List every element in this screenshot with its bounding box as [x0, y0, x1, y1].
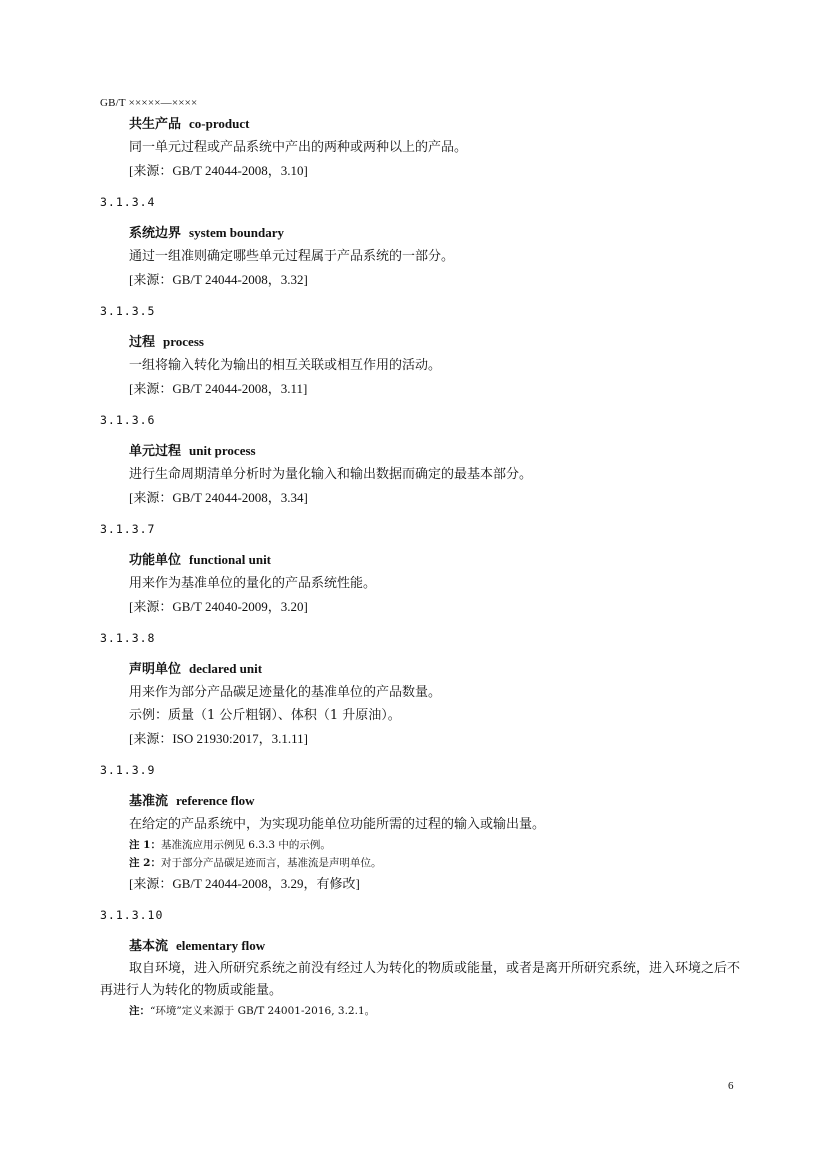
term-source: [来源：GB/T 24044-2008，3.29，有修改] — [129, 876, 360, 891]
term-entry — [129, 331, 740, 400]
clause-number: 3.1.3.6 — [100, 413, 156, 427]
term-source: [来源：GB/T 24044-2008，3.32] — [129, 272, 308, 287]
term-entry — [129, 440, 740, 509]
term-english: co-product — [189, 116, 250, 131]
term-heading — [129, 440, 740, 463]
clause-number: 3.1.3.9 — [100, 763, 156, 777]
term-source: [来源：GB/T 24044-2008，3.34] — [129, 490, 308, 505]
note-label: 注： — [129, 1005, 150, 1017]
term-chinese: 共生产品 — [129, 117, 182, 132]
term-chinese: 功能单位 — [129, 553, 182, 568]
term-definition: 用来作为部分产品碳足迹量化的基准单位的产品数量。 — [129, 685, 442, 700]
term-definition-paragraph: 取自环境，进入所研究系统之前没有经过人为转化的物质或能量，或者是离开所研究系统，进入环境之后不再进行人为转化的物质或能量。 — [100, 961, 741, 998]
note-label: 注 1： — [129, 839, 161, 851]
term-english: process — [163, 334, 204, 349]
term-chinese: 声明单位 — [129, 662, 182, 677]
term-entry — [129, 222, 740, 291]
term-chinese: 基本流 — [129, 939, 169, 954]
note-text: 基准流应用示例见 6.3.3 中的示例。 — [160, 839, 331, 851]
term-chinese: 单元过程 — [129, 444, 182, 459]
clause-number: 3.1.3.8 — [100, 631, 156, 645]
term-heading — [129, 658, 740, 681]
clause-number: 3.1.3.4 — [100, 195, 156, 209]
term-chinese: 基准流 — [129, 794, 169, 809]
term-heading — [129, 549, 740, 572]
term-definition: 通过一组准则确定哪些单元过程属于产品系统的一部分。 — [129, 249, 455, 264]
clause-number: 3.1.3.10 — [100, 908, 164, 922]
clause-number: 3.1.3.7 — [100, 522, 156, 536]
term-note — [129, 836, 740, 854]
term-entry — [129, 113, 740, 182]
standard-code-header: GB/T ×××××—×××× — [100, 97, 198, 109]
term-definition: 一组将输入转化为输出的相互关联或相互作用的活动。 — [129, 358, 442, 373]
term-source: [来源：ISO 21930:2017，3.1.11] — [129, 731, 308, 746]
term-english: system boundary — [189, 225, 285, 240]
term-example: 示例：质量（1 公斤粗钢）、体积（1 升原油）。 — [129, 708, 401, 723]
term-note — [129, 1002, 740, 1020]
note-text: “环境”定义来源于 GB/T 24001-2016, 3.2.1。 — [150, 1005, 376, 1017]
term-english: functional unit — [189, 552, 272, 567]
term-entry — [129, 549, 740, 618]
term-definition: 用来作为基准单位的量化的产品系统性能。 — [129, 576, 377, 591]
term-english: unit process — [189, 443, 256, 458]
term-definition: 进行生命周期清单分析时为量化输入和输出数据而确定的最基本部分。 — [129, 467, 533, 482]
term-source: [来源：GB/T 24040-2009，3.20] — [129, 599, 308, 614]
term-english: elementary flow — [176, 938, 266, 953]
note-text: 对于部分产品碳足迹而言，基准流是声明单位。 — [160, 857, 382, 869]
page-number: 6 — [728, 1080, 734, 1092]
term-entry — [129, 790, 740, 895]
term-heading — [129, 790, 740, 813]
note-label: 注 2： — [129, 857, 161, 869]
term-heading — [129, 331, 740, 354]
term-heading — [129, 935, 740, 958]
term-definition: 在给定的产品系统中，为实现功能单位功能所需的过程的输入或输出量。 — [129, 817, 546, 832]
term-source: [来源：GB/T 24044-2008，3.10] — [129, 163, 308, 178]
term-note — [129, 854, 740, 872]
term-heading — [129, 222, 740, 245]
clause-number: 3.1.3.5 — [100, 304, 156, 318]
term-english: reference flow — [176, 793, 255, 808]
term-chinese: 过程 — [129, 335, 156, 350]
term-chinese: 系统边界 — [129, 226, 182, 241]
term-entry — [129, 935, 740, 958]
term-definition: 同一单元过程或产品系统中产出的两种或两种以上的产品。 — [129, 140, 468, 155]
document-body — [100, 113, 740, 1020]
term-note-block — [129, 1002, 740, 1020]
term-entry — [129, 658, 740, 750]
term-heading — [129, 113, 740, 136]
term-source: [来源：GB/T 24044-2008，3.11] — [129, 381, 308, 396]
term-english: declared unit — [189, 661, 263, 676]
